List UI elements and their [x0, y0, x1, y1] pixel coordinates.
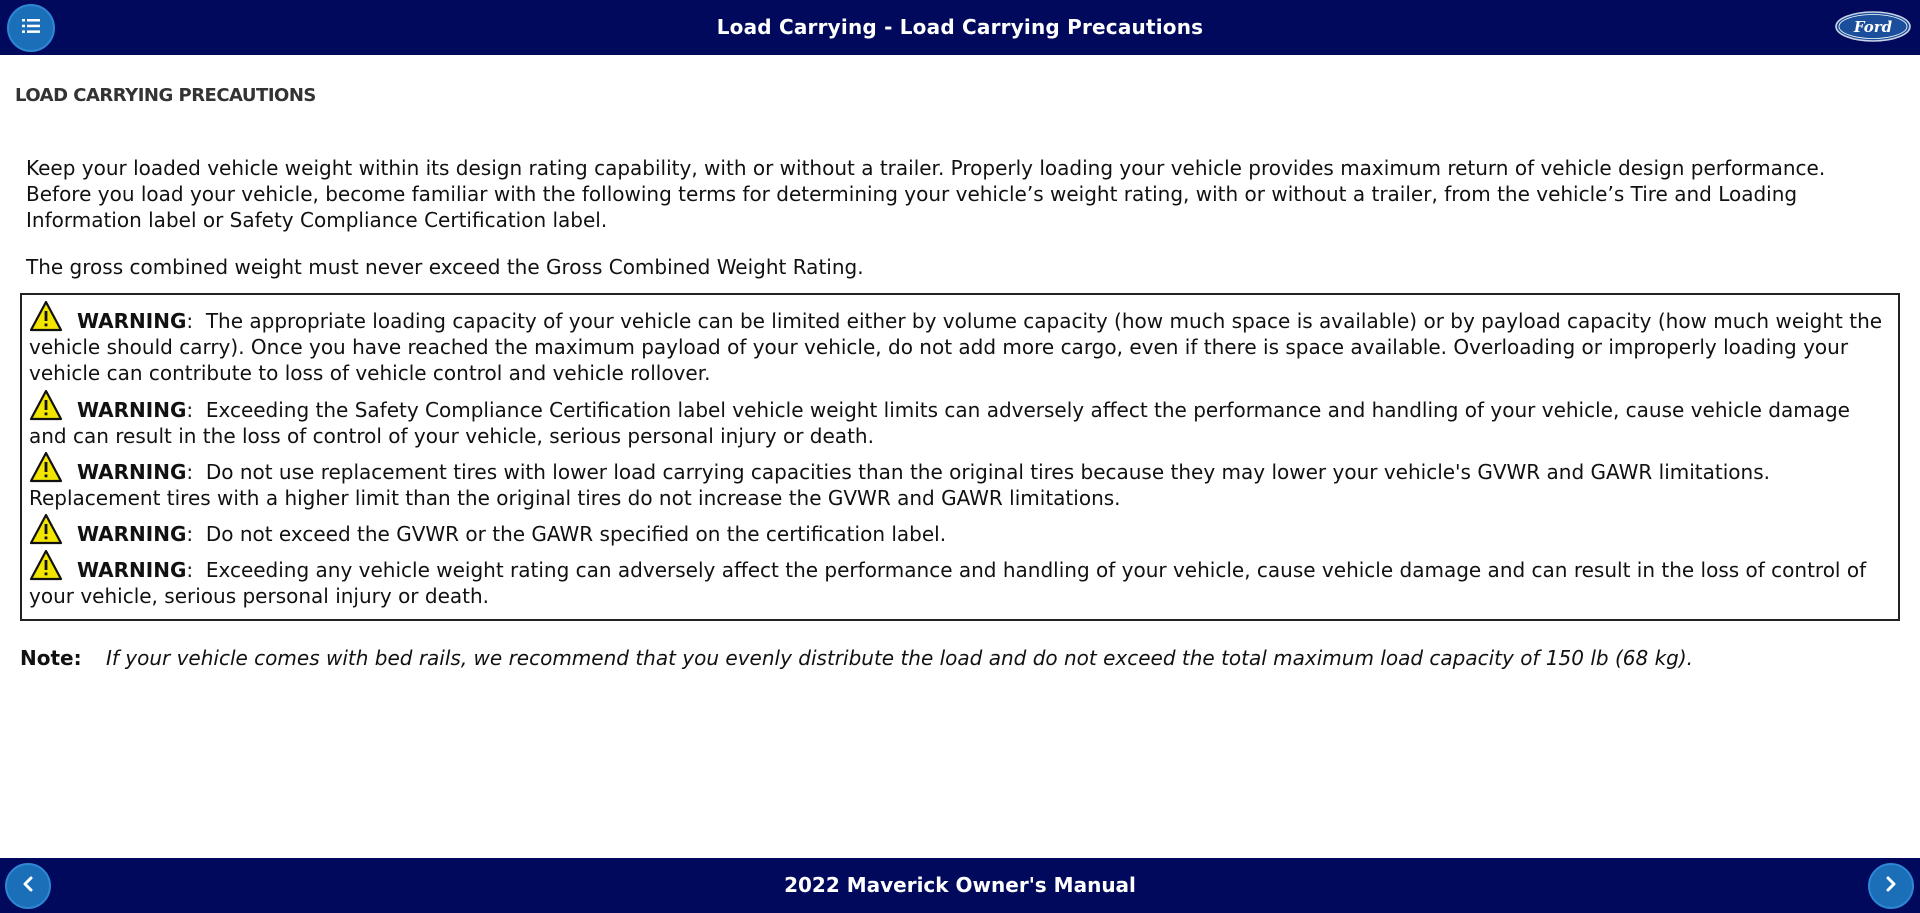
warning-item: WARNING: Do not use replacement tires with lower load carrying capacities than the original tires because they may lower your vehicle's GVWR and GAWR limitations. Replacement tires with a higher limit than the original tires do not increase the GVWR and GAWR limitations.: [29, 451, 1889, 511]
note: [20, 645, 1900, 671]
warning-triangle-icon: [29, 513, 63, 545]
warning-triangle-icon: [29, 549, 63, 581]
next-page-button[interactable]: [1868, 863, 1914, 909]
page-title: Load Carrying - Load Carrying Precautions: [716, 15, 1204, 39]
warning-text: The appropriate loading capacity of your vehicle can be limited either by volume capacity (how much space is available) or by payload capacity (how much weight the vehicle should carry). Once you have reached the maximum payload of your vehicle, do not add more cargo, even if there is space available. Overloading or improperly loading your vehicle can contribute to loss of vehicle control and vehicle rollover.: [29, 309, 1883, 385]
warning-item: WARNING: The appropriate loading capacity of your vehicle can be limited either by volume capacity (how much space is available) or by payload capacity (how much weight the vehicle should carry). Once you have reached the maximum payload of your vehicle, do not add more cargo, even if there is space available. Overloading or improperly loading your vehicle can contribute to loss of vehicle control and vehicle rollover.: [29, 300, 1889, 386]
warning-label: WARNING: [77, 398, 187, 422]
header-bar: [0, 0, 1920, 55]
warning-item: WARNING: Exceeding the Safety Compliance Certification label vehicle weight limits can adversely affect the performance and handling of your vehicle, cause vehicle damage and can result in the loss of control of your vehicle, serious personal injury or death.: [29, 389, 1889, 449]
intro-paragraph: Keep your loaded vehicle weight within its design rating capability, with or without a trailer. Properly loading your vehicle provides maximum return of vehicle design performance. Before you load your vehicle, become familiar with the following terms for determining your vehicle’s weight rating, with or without a trailer, from the vehicle’s Tire and Loading Information label or Safety Compliance Certification label.: [26, 156, 1826, 232]
warning-triangle-icon: [29, 389, 63, 421]
warning-triangle-icon: [29, 451, 63, 483]
warning-label: WARNING: [77, 558, 187, 582]
content-area: [0, 55, 1920, 858]
warning-text: Do not exceed the GVWR or the GAWR specified on the certification label.: [205, 522, 947, 546]
warning-box: [20, 293, 1900, 621]
note-text: If your vehicle comes with bed rails, we recommend that you evenly distribute the load and do not exceed the total maximum load capacity of 150 lb (68 kg).: [105, 646, 1694, 670]
gcwr-paragraph: The gross combined weight must never exceed the Gross Combined Weight Rating.: [26, 255, 864, 279]
warning-text: Exceeding the Safety Compliance Certification label vehicle weight limits can adversely affect the performance and handling of your vehicle, cause vehicle damage and can result in the loss of control of your vehicle, serious personal injury or death.: [29, 398, 1850, 448]
warning-triangle-icon: [29, 300, 63, 332]
note-label: Note:: [20, 646, 82, 670]
warning-text: Exceeding any vehicle weight rating can adversely affect the performance and handling of your vehicle, cause vehicle damage and can result in the loss of control of your vehicle, serious personal injury or death.: [29, 558, 1867, 608]
warning-label: WARNING: [77, 460, 187, 484]
warning-label: WARNING: [77, 522, 187, 546]
chevron-right-icon: [1884, 876, 1898, 896]
warning-item: WARNING: Do not exceed the GVWR or the GAWR specified on the certification label.: [29, 513, 1889, 547]
footer-bar: [0, 858, 1920, 913]
warning-text: Do not use replacement tires with lower load carrying capacities than the original tires because they may lower your vehicle's GVWR and GAWR limitations. Replacement tires with a higher limit than the original tires do not increase the GVWR and GAWR limitations.: [29, 460, 1770, 510]
manual-title: 2022 Maverick Owner's Manual: [784, 873, 1136, 897]
ford-logo: [1835, 11, 1911, 42]
svg-text:Ford: Ford: [1853, 18, 1893, 36]
section-title: LOAD CARRYING PRECAUTIONS: [15, 85, 316, 106]
warning-label: WARNING: [77, 309, 187, 333]
warning-item: WARNING: Exceeding any vehicle weight rating can adversely affect the performance and handling of your vehicle, cause vehicle damage and can result in the loss of control of your vehicle, serious personal injury or death.: [29, 549, 1889, 609]
